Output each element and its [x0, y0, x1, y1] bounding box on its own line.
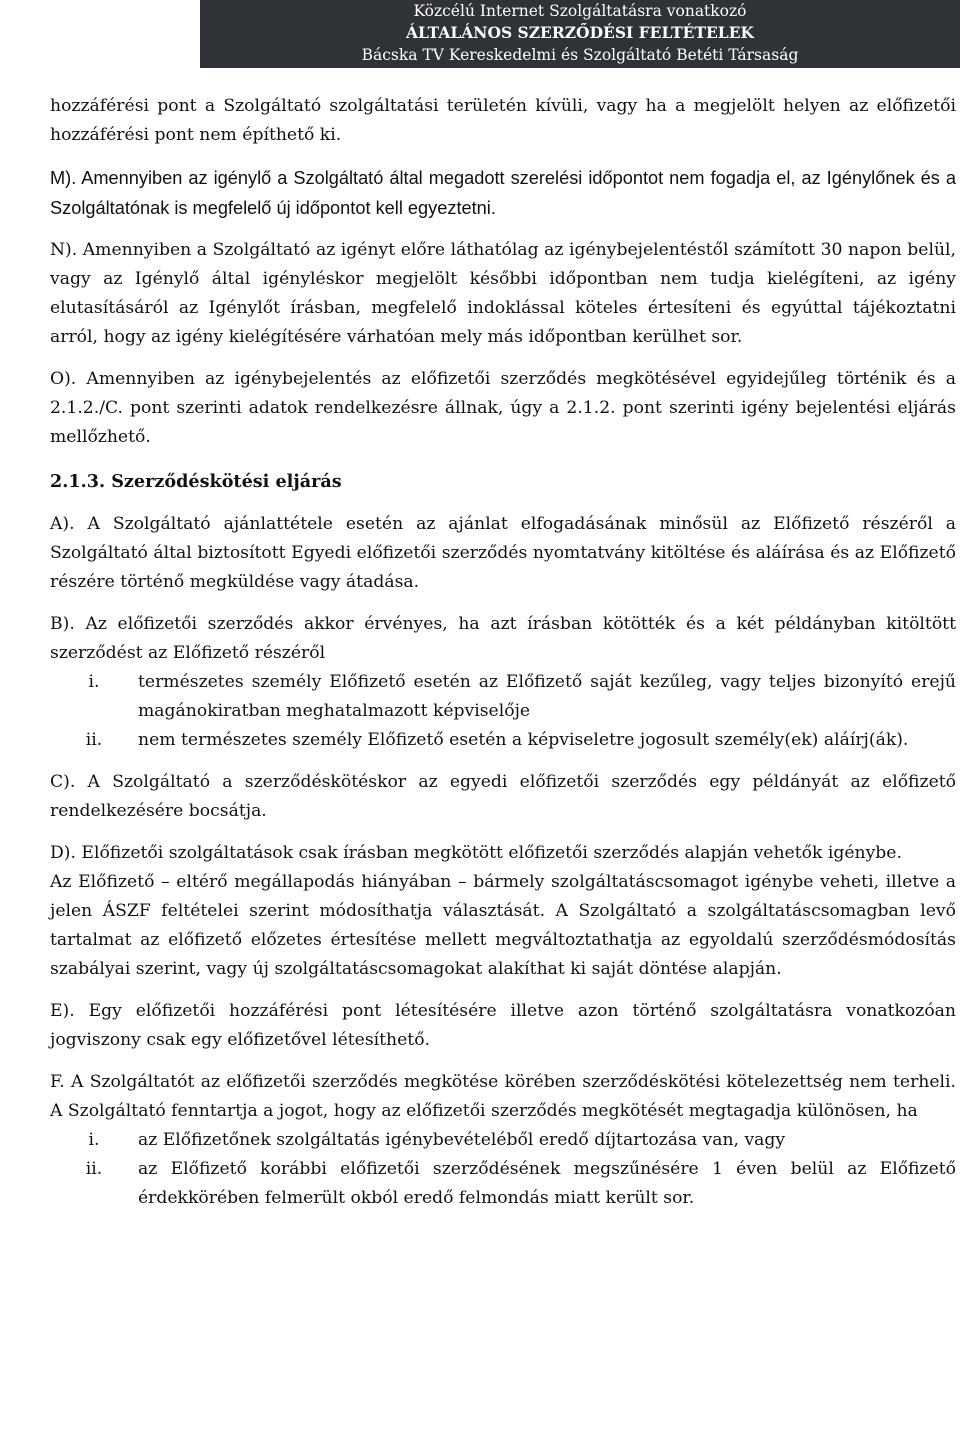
- paragraph-d: D). Előfizetői szolgáltatások csak írásban megkötött előfizetői szerződés alapján vehetők igénybe.: [50, 843, 902, 863]
- paragraph-f: F. A Szolgáltatót az előfizetői szerződés megkötése körében szerződéskötési kötelezettség nem terheli. A Szolgáltató fenntartja a jogot, hogy az előfizetői szerződés megkötését megtagadja különösen, ha: [50, 1072, 956, 1121]
- document-header: [200, 0, 960, 68]
- header-subtitle: Közcélú Internet Szolgáltatásra vonatkozó: [413, 2, 747, 20]
- paragraph-m: M). Amennyiben az igénylő a Szolgáltató által megadott szerelési időpontot nem fogadja el, az Igénylőnek és a Szolgáltatónak is megfelelő új időpontot kell egyeztetni.: [50, 168, 956, 218]
- list-item: [50, 668, 956, 726]
- paragraph-e: E). Egy előfizetői hozzáférési pont létesítésére illetve azon történő szolgáltatásra vonatkozóan jogviszony csak egy előfizetővel létesíthető.: [50, 1001, 956, 1050]
- list-item: [50, 1155, 956, 1213]
- list-item-number: i.: [88, 1130, 100, 1150]
- paragraph-n: N). Amennyiben a Szolgáltató az igényt előre láthatólag az igénybejelentéstől számított 30 napon belül, vagy az Igénylő által igényléskor megjelölt későbbi időpontban nem tudja kielégíteni, az igény elutasításáról az Igénylőt írásban, megfelelő indoklással köteles értesíteni és egyúttal tájékoztatni arról, hogy az igény kielégítésére várhatóan mely más időpontban kerülhet sor.: [50, 240, 956, 347]
- list-item: [50, 726, 956, 755]
- paragraph-c: C). A Szolgáltató a szerződéskötéskor az egyedi előfizetői szerződés egy példányát az előfizető rendelkezésére bocsátja.: [50, 772, 956, 821]
- paragraph-a: A). A Szolgáltató ajánlattétele esetén az ajánlat elfogadásának minősül az Előfizető részéről a Szolgáltató által biztosított Egyedi előfizetői szerződés nyomtatvány kitöltése és aláírása és az Előfizető részére történő megküldése vagy átadása.: [50, 514, 956, 592]
- list-item-text: nem természetes személy Előfizető esetén a képviseletre jogosult személy(ek) aláírj(ák).: [138, 730, 909, 750]
- document-body: [50, 92, 956, 1213]
- list-item-number: ii.: [85, 1159, 103, 1179]
- header-title: ÁLTALÁNOS SZERZŐDÉSI FELTÉTELEK: [405, 23, 754, 42]
- b-list: [50, 668, 956, 755]
- paragraph-b: B). Az előfizetői szerződés akkor érvényes, ha azt írásban kötötték és a két példányban kitöltött szerződést az Előfizető részéről: [50, 614, 956, 663]
- header-company: Bácska TV Kereskedelmi és Szolgáltató Betéti Társaság: [361, 46, 799, 64]
- section-heading: 2.1.3. Szerződéskötési eljárás: [50, 471, 342, 492]
- list-item-text: az Előfizetőnek szolgáltatás igénybevételéből eredő díjtartozása van, vagy: [138, 1130, 786, 1150]
- list-item-text: az Előfizető korábbi előfizetői szerződésének megszűnésére 1 éven belül az Előfizető érdekkörében felmerült okból eredő felmondás miatt került sor.: [138, 1159, 956, 1208]
- paragraph-continuation: hozzáférési pont a Szolgáltató szolgáltatási területén kívüli, vagy ha a megjelölt helyen az előfizetői hozzáférési pont nem építhető ki.: [50, 96, 956, 145]
- list-item-number: i.: [88, 672, 100, 692]
- list-item-number: ii.: [85, 730, 103, 750]
- paragraph-d-continued: Az Előfizető – eltérő megállapodás hiányában – bármely szolgáltatáscsomagot igénybe veheti, illetve a jelen ÁSZF feltételei szerint módosíthatja választását. A Szolgáltató a szolgáltatáscsomagban levő tartalmat az előfizető előzetes értesítése mellett megváltoztathatja az egyoldalú szerződésmódosítás szabályai szerint, vagy új szolgáltatáscsomagokat alakíthat ki saját döntése alapján.: [50, 872, 956, 979]
- f-list: [50, 1126, 956, 1213]
- list-item: [50, 1126, 956, 1155]
- list-item-text: természetes személy Előfizető esetén az Előfizető saját kezűleg, vagy teljes bizonyító erejű magánokiratban meghatalmazott képviselője: [138, 672, 956, 721]
- paragraph-o: O). Amennyiben az igénybejelentés az előfizetői szerződés megkötésével egyidejűleg történik és a 2.1.2./C. pont szerinti adatok rendelkezésre állnak, úgy a 2.1.2. pont szerinti igény bejelentési eljárás mellőzhető.: [50, 369, 956, 447]
